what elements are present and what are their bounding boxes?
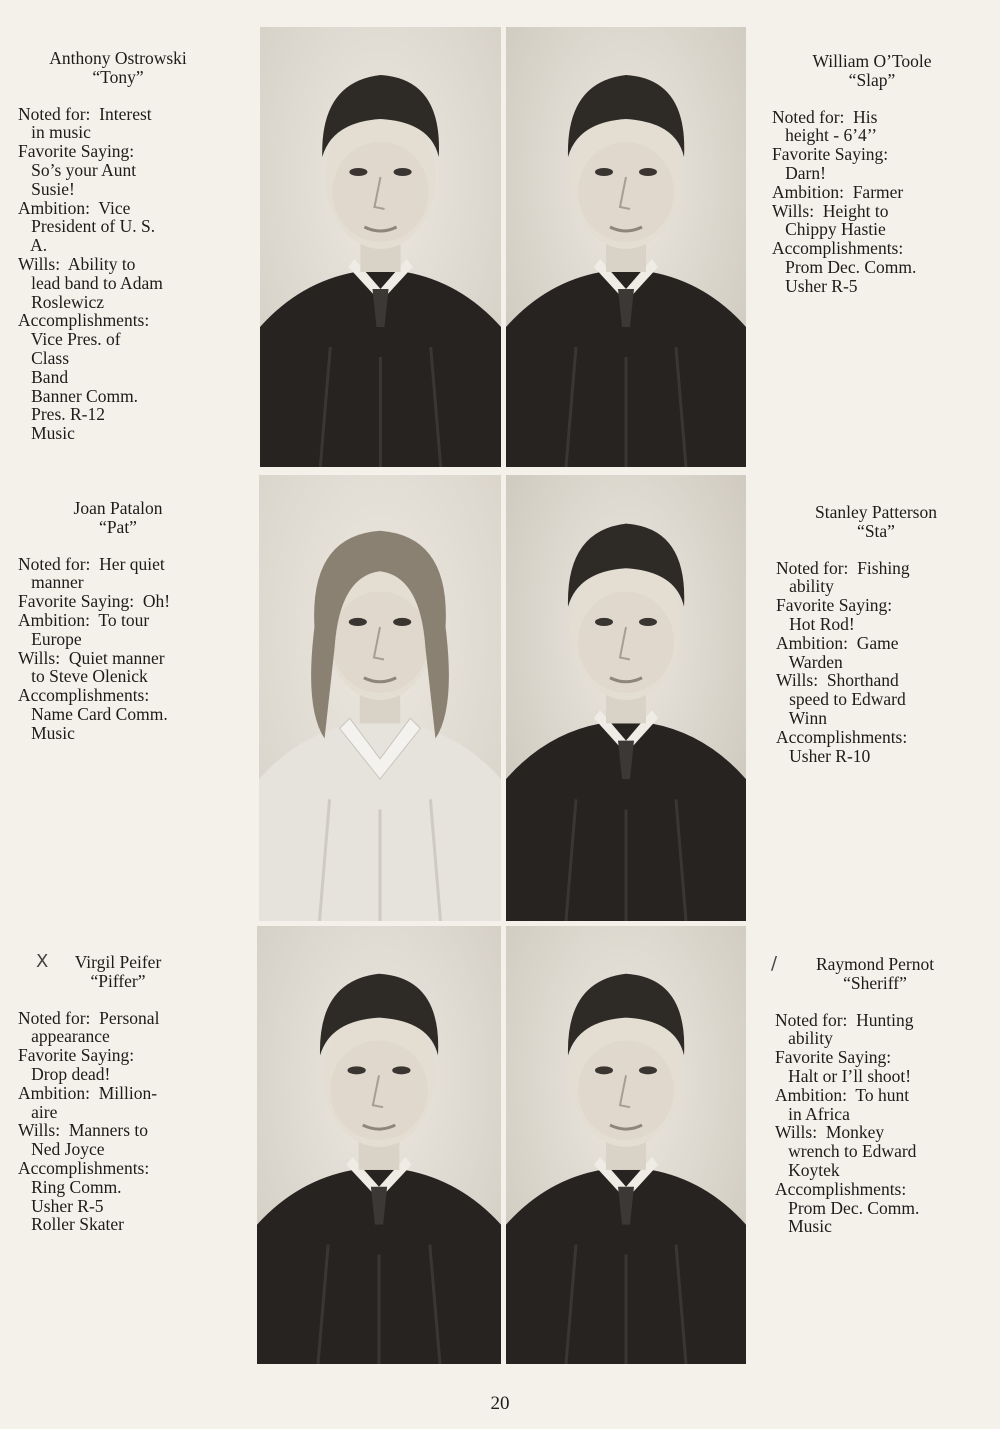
bio-line: Banner Comm. [18,385,139,406]
student-nickname: “Tony” [92,66,144,87]
bio-line: Name Card Comm. [18,703,168,724]
bio-line: Wills: Ability to [18,253,136,274]
portrait-photo-anthony-ostrowski [260,27,501,467]
handwritten-mark-virgil: X [36,951,49,972]
bio-line: Accomplishments: [18,310,150,331]
bio-line: Wills: Shorthand [776,670,899,691]
bio-line: height - 6’4’’ [772,125,878,146]
bio-line: Favorite Saying: [775,1047,892,1068]
bio-line: aire [18,1101,58,1122]
student-bio-joan-patalon [18,499,218,743]
portrait-photo-stanley-patterson [506,475,746,921]
bio-line: Noted for: Personal [18,1007,160,1028]
bio-line: Europe [18,628,82,649]
bio-line: Halt or I’ll shoot! [775,1065,912,1086]
bio-line: Class [18,347,70,368]
bio-line: So’s your Aunt [18,159,137,180]
bio-line: Usher R-10 [776,745,871,766]
portrait-photo-joan-patalon [259,475,501,921]
bio-line: Accomplishments: [18,1157,150,1178]
bio-line: wrench to Edward [775,1141,917,1162]
bio-line: Accomplishments: [772,238,904,259]
bio-line: Music [18,722,75,743]
bio-line: Band [18,366,69,387]
bio-line: Ambition: Million- [18,1082,158,1103]
bio-line: Ambition: Farmer [772,181,904,202]
bio-line: Noted for: Hunting [775,1009,914,1030]
bio-line: Accomplishments: [776,726,908,747]
bio-line: Ambition: To tour [18,609,150,630]
bio-line: Susie! [18,178,75,199]
bio-line: Darn! [772,162,826,183]
portrait-photo-william-otoole [506,27,746,467]
bio-line: Ambition: Vice [18,197,131,218]
bio-line: Usher R-5 [18,1195,104,1216]
bio-line: ability [775,1028,833,1049]
bio-line: Koytek [775,1159,840,1180]
bio-line: Hot Rod! [776,613,855,634]
student-name: Raymond Pernot [815,954,935,974]
bio-line: Warden [776,651,843,672]
student-bio-anthony-ostrowski [18,49,218,443]
bio-line: Noted for: Interest [18,103,152,124]
bio-line: Music [775,1216,832,1237]
bio-line: Noted for: His [772,106,878,127]
bio-line: Accomplishments: [775,1178,907,1199]
student-bio-stanley-patterson [776,503,976,765]
bio-line: ability [776,576,834,597]
bio-line: Noted for: Fishing [776,557,910,578]
bio-line: A. [18,235,48,256]
handwritten-mark-raymond: / [771,953,778,974]
bio-line: speed to Edward [776,689,906,710]
bio-line: appearance [18,1026,110,1047]
bio-line: Ned Joyce [18,1139,105,1160]
page-number: 20 [490,1393,510,1414]
student-nickname: “Sta” [857,520,895,541]
bio-line: Roller Skater [18,1214,124,1235]
student-bio-raymond-pernot [775,955,975,1236]
student-name: William O’Toole [812,51,932,71]
student-name: Virgil Peifer [74,952,162,972]
bio-line: Favorite Saying: Oh! [18,591,171,612]
bio-line: Winn [776,707,827,728]
student-bio-virgil-peifer [18,953,218,1234]
portrait-photo-raymond-pernot [506,926,746,1364]
bio-line: Drop dead! [18,1063,111,1084]
bio-line: lead band to Adam [18,272,163,293]
student-nickname: “Sheriff” [843,972,907,993]
bio-line: Noted for: Her quiet [18,553,165,574]
bio-line: Prom Dec. Comm. [772,256,917,277]
bio-line: in Africa [775,1103,850,1124]
bio-line: Wills: Height to [772,200,889,221]
student-name: Joan Patalon [73,498,163,518]
bio-line: manner [18,572,84,593]
student-bio-william-otoole [772,52,972,296]
bio-line: Wills: Manners to [18,1120,149,1141]
bio-line: Usher R-5 [772,275,858,296]
student-nickname: “Slap” [848,69,896,90]
bio-line: Ambition: To hunt [775,1084,910,1105]
bio-line: Pres. R-12 [18,404,106,425]
bio-line: Prom Dec. Comm. [775,1197,920,1218]
bio-line: Favorite Saying: [772,144,889,165]
bio-line: Music [18,423,75,444]
bio-line: Wills: Quiet manner [18,647,165,668]
student-nickname: “Piffer” [90,970,146,991]
bio-line: Favorite Saying: [18,1045,135,1066]
bio-line: President of U. S. [18,216,156,237]
portrait-photo-virgil-peifer [257,926,501,1364]
bio-line: Accomplishments: [18,685,150,706]
bio-line: to Steve Olenick [18,666,148,687]
bio-line: Chippy Hastie [772,219,886,240]
bio-line: Wills: Monkey [775,1122,885,1143]
student-name: Anthony Ostrowski [49,48,187,68]
bio-line: Roslewicz [18,291,105,312]
bio-line: in music [18,122,91,143]
bio-line: Ring Comm. [18,1176,122,1197]
bio-line: Favorite Saying: [18,141,135,162]
bio-line: Ambition: Game [776,632,899,653]
bio-line: Vice Pres. of [18,329,121,350]
bio-line: Favorite Saying: [776,595,893,616]
student-name: Stanley Patterson [815,502,937,522]
student-nickname: “Pat” [99,516,137,537]
